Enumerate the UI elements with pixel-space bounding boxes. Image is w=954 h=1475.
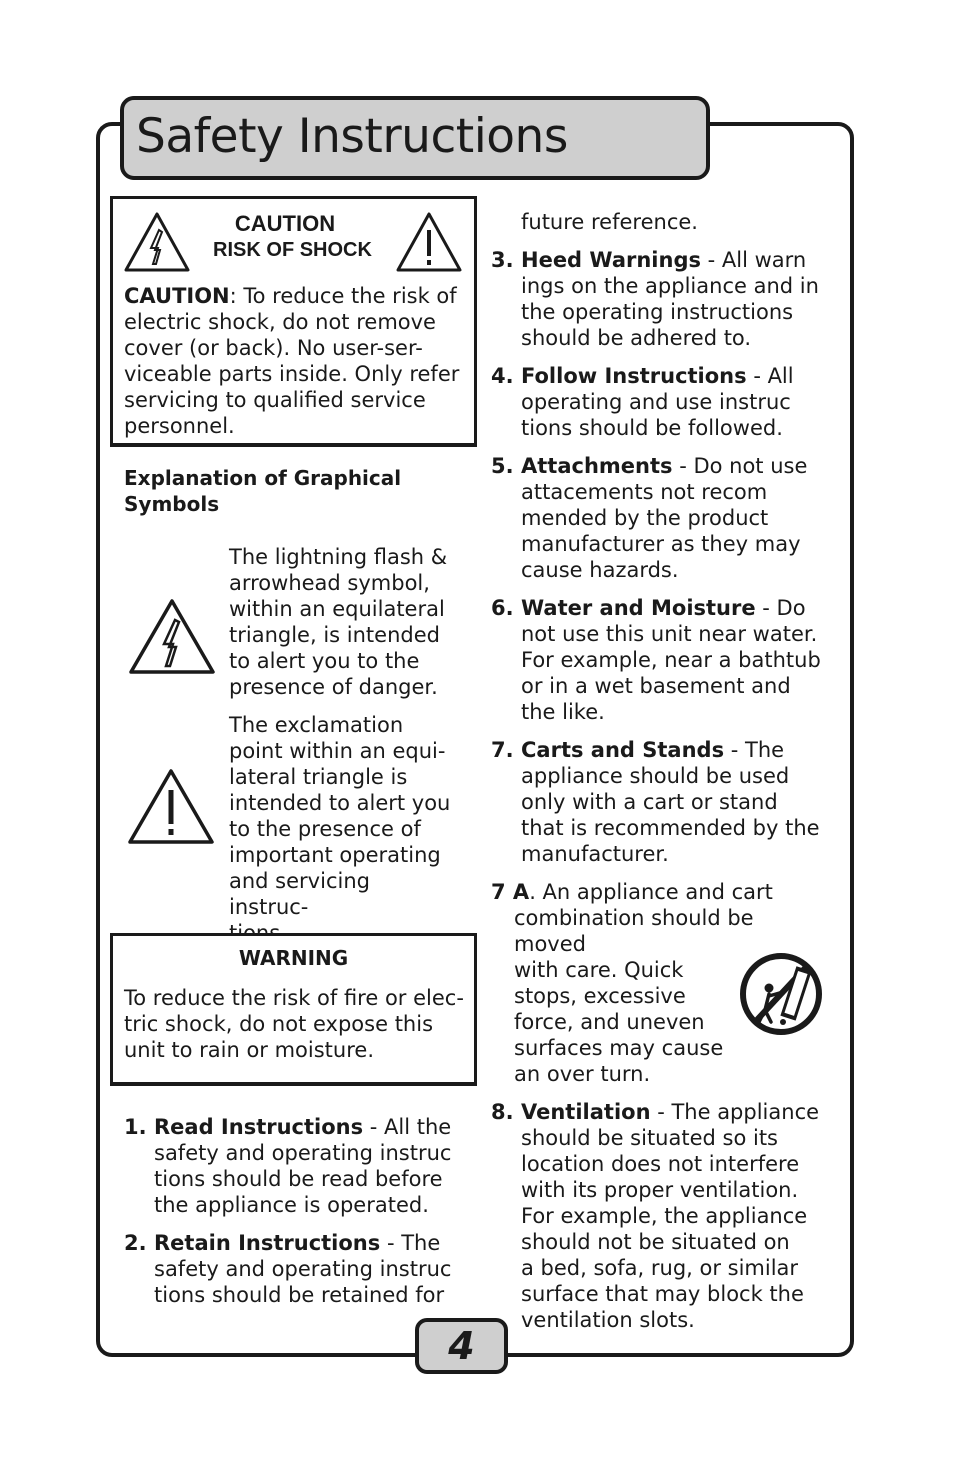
caution-text: CAUTION: To reduce the risk of electric shock, do not remove cover (or back). No user-ser- viceable parts inside. Only refer servicing to qualified service personnel. <box>124 284 460 438</box>
page-title: Safety Instructions <box>136 109 568 164</box>
page-number-tab <box>415 1318 508 1374</box>
list-item: 8. Ventilation - The appliance should be situated so its location does not interfere with its proper ventilation. For example, the appliance should not be situated on a bed, sofa, rug, or similar surface that may block the ventilation slots. <box>491 1100 820 1332</box>
list-item: 7. Carts and Stands - The appliance should be used only with a cart or stand that is recommended by the manufacturer. <box>491 738 820 866</box>
list-item: 2. Retain Instructions - The safety and operating instruc tions should be retained for <box>124 1231 452 1307</box>
lightning-triangle-icon <box>126 596 218 678</box>
list-item: 3. Heed Warnings - All warn ings on the appliance and in the operating instructions should be adhered to. <box>491 248 819 350</box>
page-number: 4 <box>448 1324 475 1368</box>
exclamation-triangle-icon <box>125 766 217 848</box>
lightning-symbol-description: The lightning flash & arrowhead symbol, within an equilateral triangle, is intended to alert you to the presence of danger. <box>229 545 448 699</box>
exclamation-symbol-description: The exclamation point within an equi- lateral triangle is intended to alert you to the presence of important operating and servicing instruc- <box>229 713 451 919</box>
caution-label: CAUTION <box>124 284 230 308</box>
list-item: 5. Attachments - Do not use attacements not recom mended by the product manufacturer as they may cause hazards. <box>491 454 808 582</box>
symbols-heading: Explanation of Graphical Symbols <box>124 466 402 516</box>
list-item: 4. Follow Instructions - All operating and use instruc tions should be followed. <box>491 364 794 440</box>
caution-heading: CAUTION <box>234 211 336 236</box>
warning-text: To reduce the risk of fire or elec- tric shock, do not expose this unit to rain or moisture. <box>124 986 464 1062</box>
right-instruction-list <box>491 209 831 1345</box>
list-item-7a: 7 A. An appliance and cart combination should be moved with care. Quick stops, excessive force, and uneven surfaces may cause an over turn. <box>491 880 773 1086</box>
caution-subheading: RISK OF SHOCK <box>213 239 372 261</box>
list-item: 6. Water and Moisture - Do not use this unit near water. For example, near a bathtub or in a wet basement and the like. <box>491 596 821 724</box>
cart-tipover-icon <box>739 952 823 1036</box>
left-instruction-list <box>124 1114 464 1320</box>
list-item: 1. Read Instructions - All the safety and operating instruc tions should be read before the appliance is operated. <box>124 1115 452 1217</box>
continuation-text: future reference. <box>521 210 698 234</box>
exclamation-triangle-icon <box>394 210 464 274</box>
warning-heading: WARNING <box>238 946 349 970</box>
lightning-triangle-icon <box>122 210 192 274</box>
